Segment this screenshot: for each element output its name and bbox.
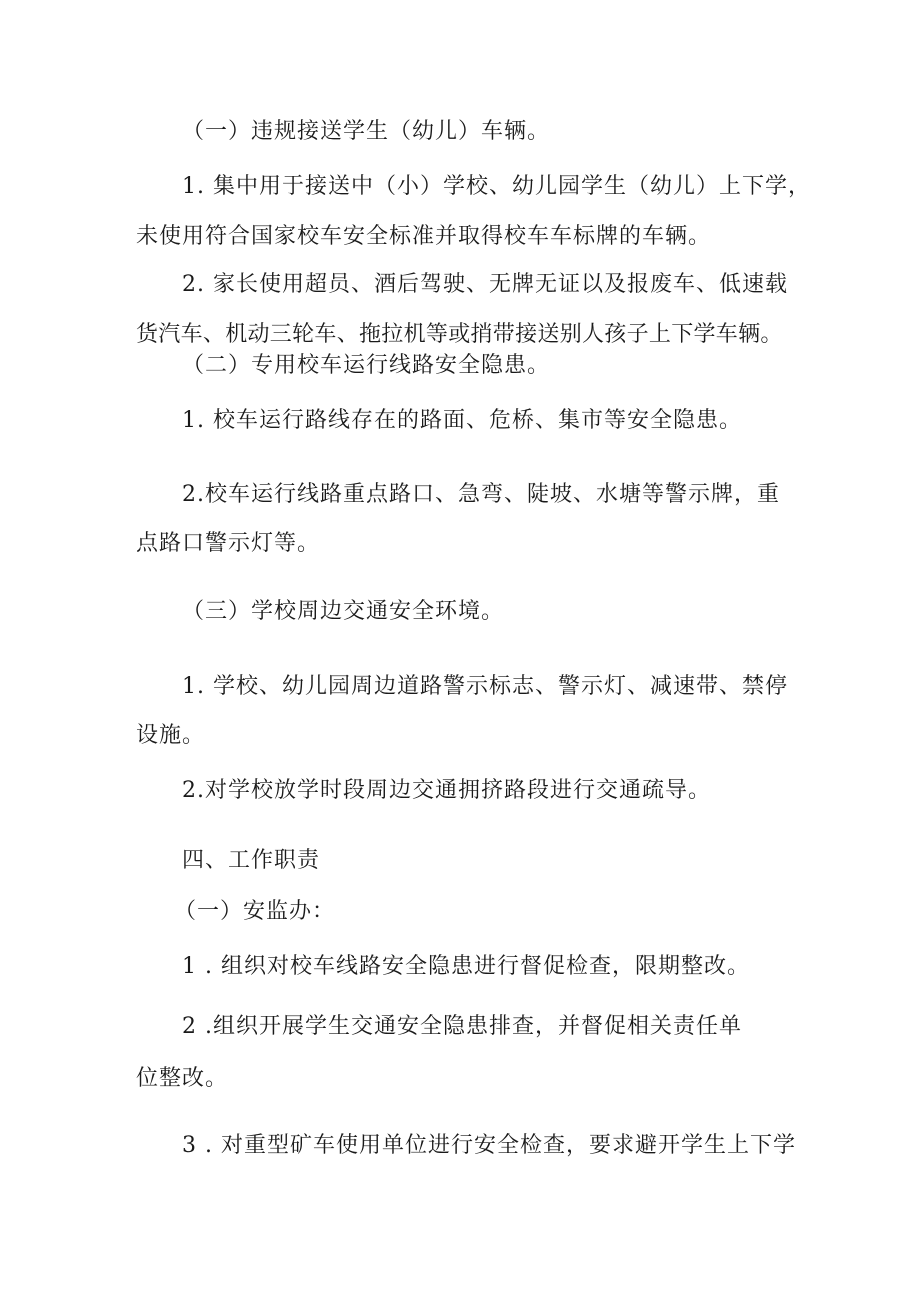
paragraph-line: 3 . 对重型矿车使用单位进行安全检查，要求避开学生上下学 bbox=[182, 1133, 796, 1158]
paragraph-line: 位整改。 bbox=[136, 1066, 229, 1091]
subheading-2: （二）专用校车运行线路安全隐患。 bbox=[182, 353, 551, 378]
subheading-3: （三）学校周边交通安全环境。 bbox=[182, 599, 505, 624]
paragraph-line: 1. 学校、幼儿园周边道路警示标志、警示灯、减速带、禁停 bbox=[182, 674, 788, 699]
paragraph-line: 未使用符合国家校车安全标准并取得校车车标牌的车辆。 bbox=[136, 224, 712, 249]
paragraph-line: 2.校车运行线路重点路口、急弯、陡坡、水塘等警示牌，重 bbox=[182, 482, 780, 507]
paragraph-line: 2.对学校放学时段周边交通拥挤路段进行交通疏导。 bbox=[182, 778, 711, 803]
paragraph-line: 1. 集中用于接送中（小）学校、幼儿园学生（幼儿）上下学， bbox=[182, 174, 811, 199]
paragraph-line: 2. 家长使用超员、酒后驾驶、无牌无证以及报废车、低速载 bbox=[182, 272, 788, 297]
paragraph-line: 点路口警示灯等。 bbox=[136, 531, 321, 556]
paragraph-line: 货汽车、机动三轮车、拖拉机等或捎带接送别人孩子上下学车辆。 bbox=[136, 322, 783, 347]
subheading-4: （一）安监办： bbox=[174, 899, 336, 924]
paragraph-line: 设施。 bbox=[136, 723, 206, 748]
paragraph-line: 1. 校车运行路线存在的路面、危桥、集市等安全隐患。 bbox=[182, 408, 742, 433]
subheading-1: （一）违规接送学生（幼儿）车辆。 bbox=[182, 119, 551, 144]
paragraph-line: 2 .组织开展学生交通安全隐患排查，并督促相关责任单 bbox=[182, 1014, 742, 1039]
paragraph-line: 1 . 组织对校车线路安全隐患进行督促检查，限期整改。 bbox=[182, 954, 750, 979]
section-heading: 四、工作职责 bbox=[182, 848, 321, 873]
